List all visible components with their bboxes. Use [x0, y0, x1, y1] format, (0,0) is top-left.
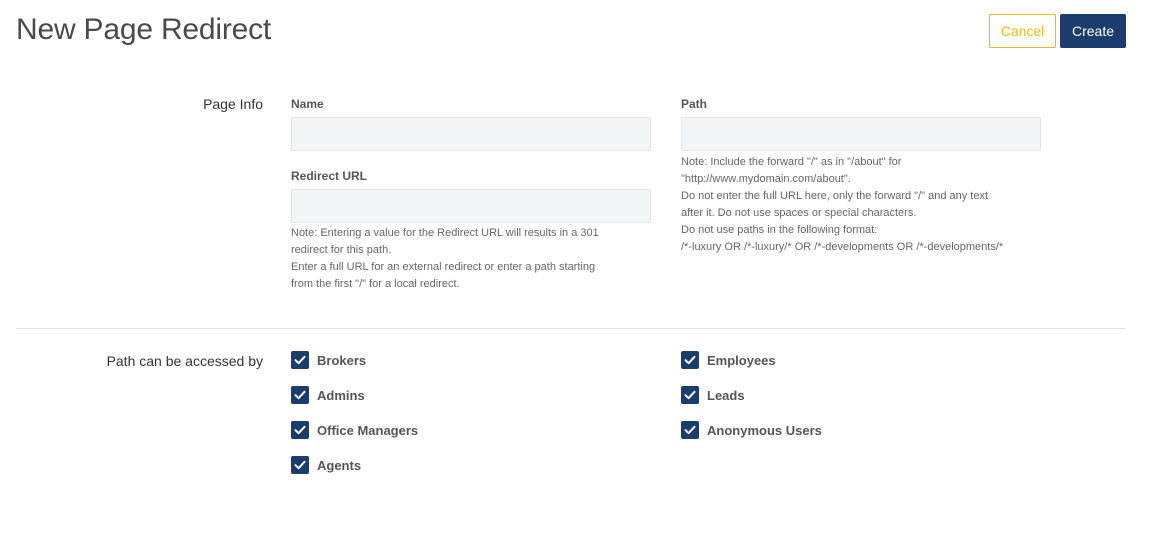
path-input[interactable]	[681, 117, 1041, 151]
redirect-url-note-line: Note: Entering a value for the Redirect URL will results in a 301	[291, 227, 599, 239]
path-note-line: Note: Include the forward "/" as in "/about" for	[681, 156, 902, 168]
admins-checkbox[interactable]	[291, 386, 309, 404]
check-icon	[684, 390, 696, 400]
create-button[interactable]: Create	[1060, 14, 1126, 48]
employees-checkbox[interactable]	[681, 351, 699, 369]
checkbox-label: Employees	[707, 352, 776, 368]
access-option-leads[interactable]	[681, 386, 745, 404]
check-icon	[294, 460, 306, 470]
path-note-line: "http://www.mydomain.com/about".	[681, 173, 851, 185]
path-note	[681, 154, 1003, 256]
checkbox-label: Leads	[707, 387, 745, 403]
check-icon	[294, 390, 306, 400]
section-divider	[16, 328, 1126, 329]
check-icon	[294, 355, 306, 365]
path-note-line: Do not use paths in the following format:	[681, 224, 878, 236]
redirect-url-input[interactable]	[291, 189, 651, 223]
check-icon	[684, 355, 696, 365]
leads-checkbox[interactable]	[681, 386, 699, 404]
page-info-section-label: Page Info	[203, 96, 263, 112]
access-option-agents[interactable]	[291, 456, 361, 474]
access-option-admins[interactable]	[291, 386, 365, 404]
page-title: New Page Redirect	[16, 13, 272, 46]
access-option-anonymous-users[interactable]	[681, 421, 822, 439]
redirect-url-label: Redirect URL	[291, 169, 368, 183]
office-managers-checkbox[interactable]	[291, 421, 309, 439]
access-section-label: Path can be accessed by	[106, 353, 263, 369]
cancel-button[interactable]: Cancel	[989, 14, 1056, 48]
path-label: Path	[681, 97, 708, 111]
anonymous-users-checkbox[interactable]	[681, 421, 699, 439]
path-note-line: after it. Do not use spaces or special characters.	[681, 207, 917, 219]
redirect-url-note-line: Enter a full URL for an external redirect or enter a path starting	[291, 261, 596, 273]
agents-checkbox[interactable]	[291, 456, 309, 474]
redirect-url-note	[291, 225, 599, 293]
access-option-brokers[interactable]	[291, 351, 366, 369]
path-note-line: /*-luxury OR /*-luxury/* OR /*-developments OR /*-developments/*	[681, 241, 1004, 253]
redirect-url-note-line: redirect for this path.	[291, 244, 392, 256]
check-icon	[294, 425, 306, 435]
name-label: Name	[291, 97, 324, 111]
checkbox-label: Agents	[317, 457, 362, 473]
redirect-url-note-line: from the first "/" for a local redirect.	[291, 278, 460, 290]
brokers-checkbox[interactable]	[291, 351, 309, 369]
checkbox-label: Admins	[317, 387, 365, 403]
checkbox-label: Brokers	[317, 352, 367, 368]
access-option-employees[interactable]	[681, 351, 776, 369]
access-option-office-managers[interactable]	[291, 421, 418, 439]
checkbox-label: Office Managers	[317, 422, 419, 438]
checkbox-label: Anonymous Users	[707, 422, 822, 438]
path-note-line: Do not enter the full URL here, only the forward "/" and any text	[681, 190, 989, 202]
name-input[interactable]	[291, 117, 651, 151]
check-icon	[684, 425, 696, 435]
